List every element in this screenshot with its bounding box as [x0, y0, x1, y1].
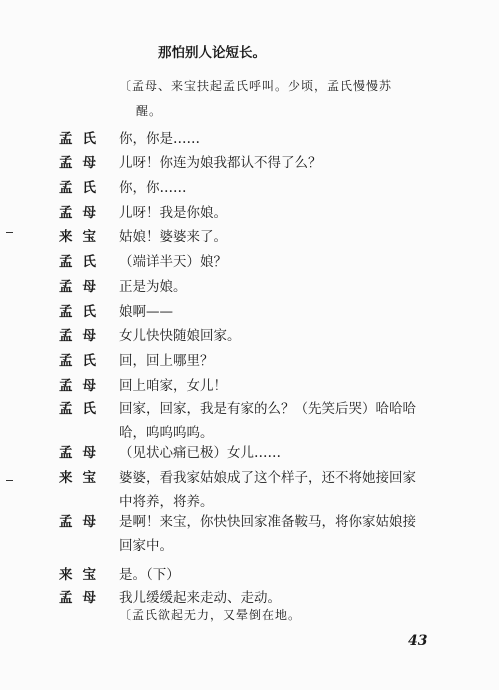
speaker-name: 孟母	[59, 155, 106, 171]
speaker-name: 孟氏	[59, 401, 106, 417]
dialogue-text: 回，回上哪里？	[119, 353, 214, 369]
dialogue-text: 是啊！来宝，你快快回家准备鞍马，将你家姑娘接	[119, 514, 416, 530]
dialogue-text: 回家，回家，我是有家的么？（先笑后哭）哈哈哈	[119, 401, 416, 417]
speaker-name: 孟氏	[59, 353, 106, 369]
dialogue-text: 正是为娘。	[119, 279, 187, 295]
speaker-name: 孟氏	[59, 254, 106, 270]
speaker-name: 孟氏	[59, 180, 106, 196]
speaker-name: 孟母	[59, 205, 106, 221]
stage-direction-cont: 醒。	[136, 104, 163, 118]
page-number: 43	[408, 633, 428, 649]
dialogue-text: 姑娘！婆婆来了。	[119, 229, 227, 245]
dialogue-text: 婆婆，看我家姑娘成了这个样子，还不将她接回家	[119, 470, 416, 486]
margin-mark	[6, 480, 13, 481]
speaker-name: 孟氏	[59, 131, 106, 147]
dialogue-text: 儿呀！你连为娘我都认不得了么？	[119, 155, 322, 171]
speaker-name: 孟母	[59, 378, 106, 394]
dialogue-text: 你，你……	[119, 180, 187, 196]
speaker-name: 来宝	[59, 567, 106, 583]
verse-line: 那怕别人论短长。	[158, 45, 266, 61]
dialogue-text: 是。（下）	[119, 567, 180, 583]
speaker-name: 孟氏	[59, 304, 106, 320]
dialogue-text: 娘啊——	[119, 304, 173, 320]
speaker-name: 孟母	[59, 279, 106, 295]
speaker-name: 来宝	[59, 229, 106, 245]
margin-mark	[6, 232, 13, 233]
dialogue-text: 你，你是……	[119, 131, 200, 147]
speaker-name: 孟母	[59, 328, 106, 344]
dialogue-text: 儿呀！我是你娘。	[119, 205, 227, 221]
dialogue-text-cont: 哈，呜呜呜呜。	[119, 425, 214, 441]
speaker-name: 孟母	[59, 590, 106, 606]
dialogue-text: 我儿缓缓起来走动、走动。	[119, 590, 281, 606]
dialogue-text: （端详半天）娘？	[119, 254, 227, 270]
dialogue-text-cont: 中将养，将养。	[119, 494, 214, 510]
dialogue-text: （见状心痛已极）女儿……	[119, 445, 281, 461]
stage-direction: 〔孟母、来宝扶起孟氏呼叫。少顷，孟氏慢慢苏	[119, 79, 393, 93]
stage-direction-2: 〔孟氏欲起无力，又晕倒在地。	[119, 608, 302, 622]
dialogue-text: 回上咱家，女儿！	[119, 378, 227, 394]
speaker-name: 来宝	[59, 470, 106, 486]
speaker-name: 孟母	[59, 514, 106, 530]
dialogue-text-cont: 回家中。	[119, 538, 173, 554]
speaker-name: 孟母	[59, 445, 106, 461]
dialogue-text: 女儿快快随娘回家。	[119, 328, 241, 344]
